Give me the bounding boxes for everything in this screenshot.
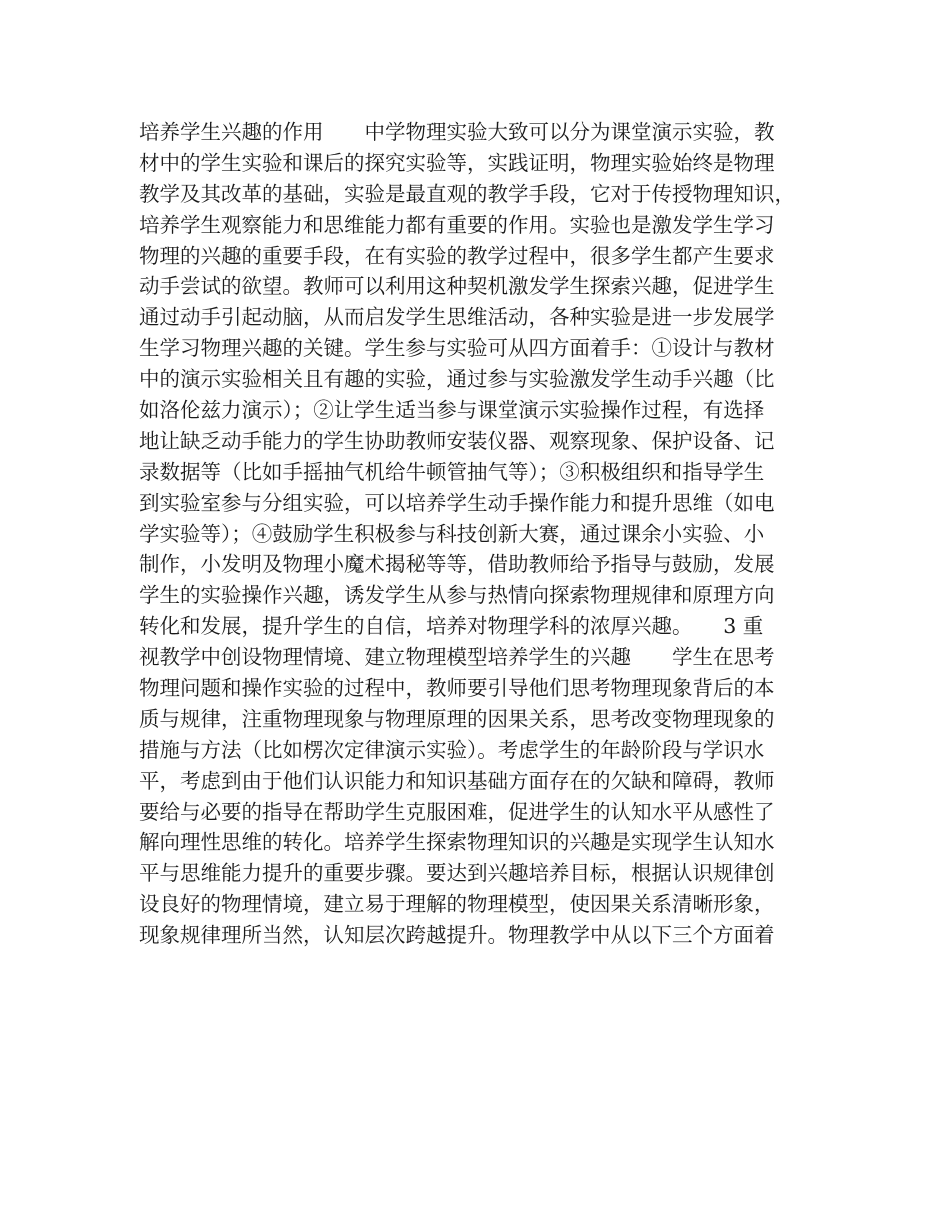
text-line: 录数据等（比如手摇抽气机给牛顿管抽气等）；③积极组织和指导学生	[139, 459, 765, 484]
text-line: 中的演示实验相关且有趣的实验，通过参与实验激发学生动手兴趣（比	[139, 367, 775, 392]
text-line: 学生的实验操作兴趣，诱发学生从参与热情向探索物理规律和原理方向	[139, 583, 775, 608]
text-line: 制作，小发明及物理小魔术揭秘等等，借助教师给予指导与鼓励，发展	[139, 552, 775, 577]
text-line: 到实验室参与分组实验，可以培养学生动手操作能力和提升思维（如电	[139, 490, 775, 515]
text-line: 材中的学生实验和课后的探究实验等，实践证明，物理实验始终是物理	[139, 150, 775, 175]
text-line: 学实验等）；④鼓励学生积极参与科技创新大赛，通过课余小实验、小	[139, 521, 765, 546]
text-line: 培养学生兴趣的作用 中学物理实验大致可以分为课堂演示实验，教	[139, 120, 775, 144]
text-line: 措施与方法（比如楞次定律演示实验）。考虑学生的年龄阶段与学识水	[139, 737, 765, 762]
text-line: 通过动手引起动脑，从而启发学生思维活动，各种实验是进一步发展学	[139, 305, 775, 330]
text-line: 要给与必要的指导在帮助学生克服困难，促进学生的认知水平从感性了	[139, 799, 775, 824]
text-line: 动手尝试的欲望。教师可以利用这种契机激发学生探索兴趣，促进学生	[139, 274, 775, 299]
text-line: 现象规律理所当然，认知层次跨越提升。物理教学中从以下三个方面着	[139, 923, 775, 948]
text-line: 物理问题和操作实验的过程中，教师要引导他们思考物理现象背后的本	[139, 676, 775, 701]
body-text	[139, 117, 829, 951]
text-line: 平，考虑到由于他们认识能力和知识基础方面存在的欠缺和障碍，教师	[139, 768, 775, 793]
text-line: 培养学生观察能力和思维能力都有重要的作用。实验也是激发学生学习	[139, 212, 775, 237]
text-line: 地让缺乏动手能力的学生协助教师安装仪器、观察现象、保护设备、记	[139, 428, 775, 453]
text-line: 设良好的物理情境，建立易于理解的物理模型，使因果关系清晰形象，	[139, 892, 775, 917]
text-line: 解向理性思维的转化。培养学生探索物理知识的兴趣是实现学生认知水	[139, 830, 775, 855]
text-line: 质与规律，注重物理现象与物理原理的因果关系，思考改变物理现象的	[139, 706, 775, 731]
text-line: 如洛伦兹力演示）；②让学生适当参与课堂演示实验操作过程，有选择	[139, 398, 765, 423]
text-line: 生学习物理兴趣的关键。学生参与实验可从四方面着手：①设计与教材	[139, 336, 775, 361]
text-line: 视教学中创设物理情境、建立物理模型培养学生的兴趣 学生在思考	[139, 645, 775, 670]
text-line: 物理的兴趣的重要手段，在有实验的教学过程中，很多学生都产生要求	[139, 243, 775, 268]
text-line: 教学及其改革的基础，实验是最直观的教学手段，它对于传授物理知识，	[139, 181, 795, 206]
text-line: 转化和发展，提升学生的自信，培养对物理学科的浓厚兴趣。 3 重	[139, 614, 764, 639]
text-line: 平与思维能力提升的重要步骤。要达到兴趣培养目标，根据认识规律创	[139, 861, 775, 886]
